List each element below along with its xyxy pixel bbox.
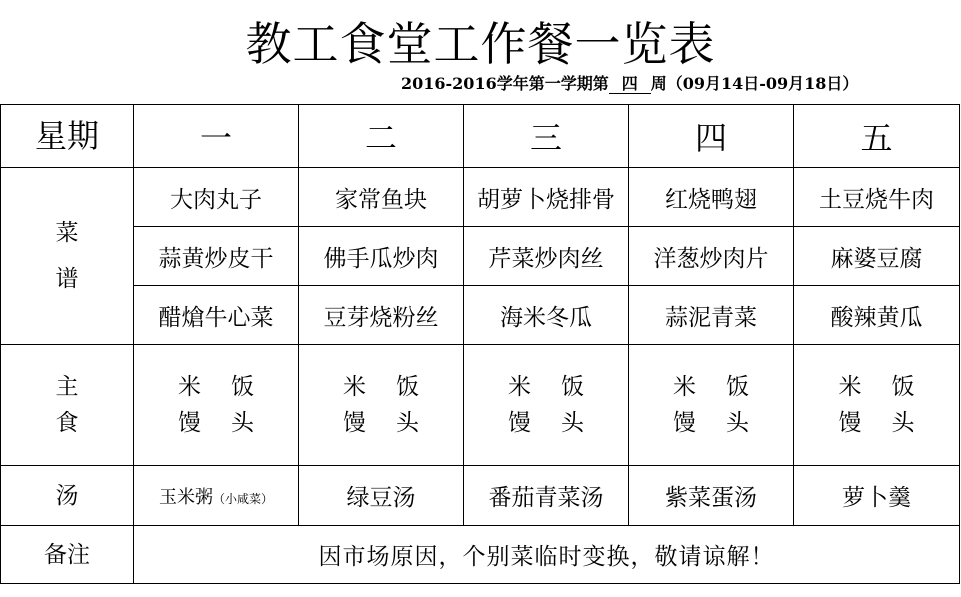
note-text: 因市场原因，个别菜临时变换，敬请谅解！ (134, 526, 960, 584)
staple-cell: 米 饭 馒 头 (134, 345, 299, 466)
soup-row-label: 汤 (1, 466, 134, 526)
menu-row-label (1, 168, 134, 345)
week-number: 四 (609, 75, 651, 94)
staple-label-char-2: 食 (55, 410, 79, 436)
soup-side-note: （小咸菜） (212, 491, 273, 506)
note-row (1, 526, 960, 584)
day-header-fri: 五 (794, 105, 960, 168)
dish-cell: 佛手瓜炒肉 (299, 227, 464, 286)
soup-cell: 绿豆汤 (299, 466, 464, 526)
dish-cell: 家常鱼块 (299, 168, 464, 227)
dish-cell: 蒜黄炒皮干 (134, 227, 299, 286)
dish-cell: 麻婆豆腐 (794, 227, 960, 286)
dish-cell: 胡萝卜烧排骨 (464, 168, 629, 227)
menu-table (0, 104, 960, 584)
weekday-corner-label: 星期 (1, 105, 134, 168)
subtitle-suffix: 周（09月14日-09月18日） (650, 74, 859, 93)
staple-cell: 米 饭 馒 头 (464, 345, 629, 466)
staple-cell: 米 饭 馒 头 (299, 345, 464, 466)
dish-row (1, 227, 960, 286)
menu-label-char-1: 菜 (55, 220, 79, 246)
staple-cell: 米 饭 馒 头 (629, 345, 794, 466)
staple-cell: 米 饭 馒 头 (794, 345, 960, 466)
subtitle-prefix: 2016-2016学年第一学期第 (401, 74, 609, 93)
note-row-label: 备注 (1, 526, 134, 584)
dish-cell: 酸辣黄瓜 (794, 286, 960, 345)
dish-cell: 蒜泥青菜 (629, 286, 794, 345)
menu-label-char-2: 谱 (55, 266, 79, 292)
day-header-tue: 二 (299, 105, 464, 168)
dish-cell: 土豆烧牛肉 (794, 168, 960, 227)
soup-cell: 番茄青菜汤 (464, 466, 629, 526)
week-subtitle (401, 73, 858, 95)
dish-cell: 海米冬瓜 (464, 286, 629, 345)
dish-cell: 红烧鸭翅 (629, 168, 794, 227)
dish-cell: 豆芽烧粉丝 (299, 286, 464, 345)
day-header-thu: 四 (629, 105, 794, 168)
staple-row-label (1, 345, 134, 466)
soup-cell: 萝卜羹 (794, 466, 960, 526)
soup-name: 玉米粥 (158, 486, 213, 508)
dish-cell: 大肉丸子 (134, 168, 299, 227)
dish-row (1, 286, 960, 345)
weekday-header-row (1, 105, 960, 168)
staple-row (1, 345, 960, 466)
day-header-wed: 三 (464, 105, 629, 168)
dish-row (1, 168, 960, 227)
soup-cell: 紫菜蛋汤 (629, 466, 794, 526)
day-header-mon: 一 (134, 105, 299, 168)
dish-cell: 醋熗牛心菜 (134, 286, 299, 345)
soup-cell (134, 466, 299, 526)
dish-cell: 洋葱炒肉片 (629, 227, 794, 286)
page-title: 教工食堂工作餐一览表 (245, 17, 716, 71)
staple-label-char-1: 主 (55, 374, 79, 400)
soup-row (1, 466, 960, 526)
dish-cell: 芹菜炒肉丝 (464, 227, 629, 286)
